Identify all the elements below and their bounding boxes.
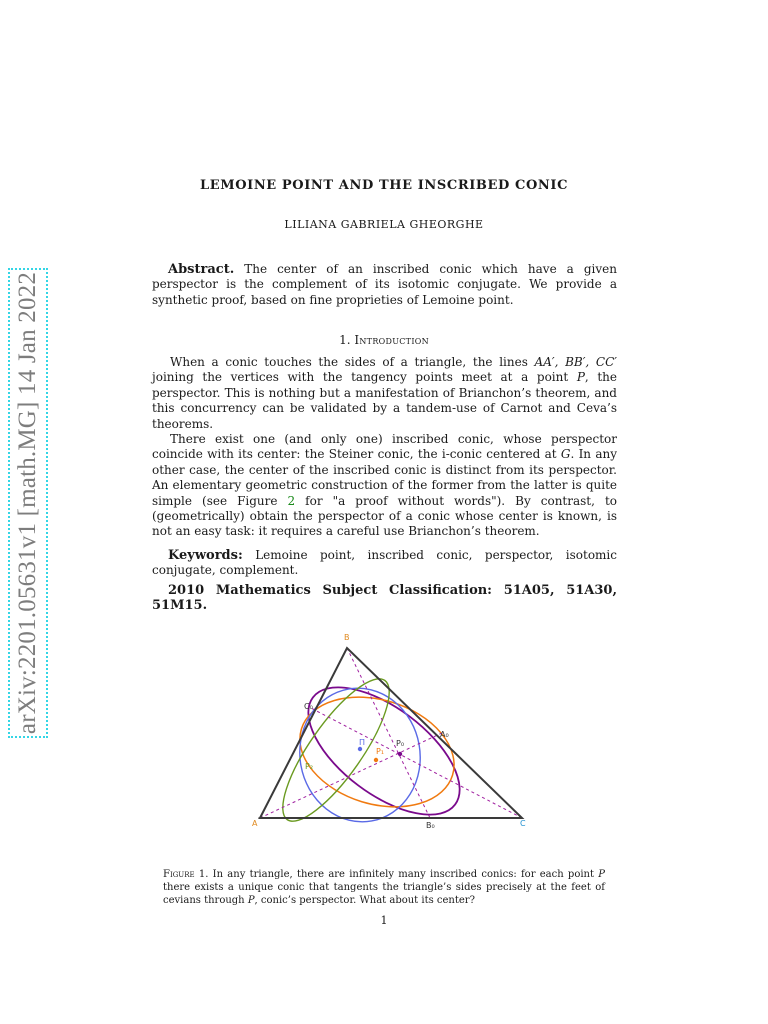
caption-text-c: , conic’s perspector. What about its center? — [254, 895, 475, 906]
intro-paragraph-1 — [152, 355, 617, 432]
introduction-body — [152, 355, 617, 540]
intro-p1-math-point: P — [576, 370, 585, 385]
caption-math-p: P — [598, 869, 605, 880]
label-p0: P₀ — [396, 739, 405, 748]
caption-math-p2: P — [247, 895, 255, 906]
section-number: 1. — [339, 333, 351, 347]
intro-paragraph-2 — [152, 432, 617, 540]
point-p0 — [398, 752, 402, 756]
msc-classification — [152, 583, 617, 614]
caption-text-a: In any triangle, there are infinitely many inscribed conics: for each point — [212, 869, 599, 880]
intro-p2-math-g: G — [560, 447, 571, 462]
intro-p1-text-b: joining the vertices with the tangency points meet at a point — [152, 370, 577, 385]
abstract — [152, 262, 617, 308]
label-c0: C₀ — [304, 702, 313, 711]
conic-green — [266, 665, 406, 834]
label-a: A — [252, 819, 258, 828]
intro-p2-text-b: . In any other case, the center of the inscribed conic is distinct from its perspector. An elementary geometric construction of the former from the latter is quite simple (see Figure — [152, 447, 617, 508]
label-c: C — [520, 819, 526, 828]
label-a0: A₀ — [440, 730, 449, 739]
keywords-label: Keywords: — [168, 548, 243, 563]
figure-2-link[interactable]: 2 — [287, 493, 296, 508]
section-title: Introduction — [354, 333, 429, 347]
point-pi — [358, 747, 362, 751]
figure-1-diagram — [250, 630, 540, 835]
abstract-text: The center of an inscribed conic which have a given perspector is the complement of its isotomic conjugate. We provide a synthetic proof, based on fine proprieties of Lemoine point. — [152, 262, 617, 307]
label-b0: B₀ — [426, 821, 435, 830]
label-p2: P₂ — [305, 762, 314, 771]
msc-text: 2010 Mathematics Subject Classification: 51A05, 51A30, 51M15. — [152, 583, 617, 614]
intro-p1-text-a: When a conic touches the sides of a triangle, the lines — [170, 355, 535, 369]
abstract-label: Abstract. — [168, 262, 235, 277]
intro-p2-text-a: There exist one (and only one) inscribed conic, whose perspector coincide with its center: the Steiner conic, the i-conic centered at — [152, 432, 617, 462]
page-number: 1 — [380, 914, 388, 927]
caption-text-b: there exists a unique conic that tangents the triangle’s sides precisely at the feet of cevians through — [163, 882, 605, 906]
arxiv-identifier[interactable]: arXiv:2201.05631v1 [math.MG] 14 Jan 2022 — [14, 271, 41, 735]
triangle-abc — [260, 648, 522, 818]
label-pi: Π — [359, 738, 366, 747]
keywords-text: Lemoine point, inscribed conic, perspector, isotomic conjugate, complement. — [152, 548, 617, 578]
keywords — [152, 548, 617, 579]
label-b: B — [344, 633, 350, 642]
cevian-c — [309, 707, 522, 818]
cevian-b — [347, 648, 430, 818]
paper-title: LEMOINE POINT AND THE INSCRIBED CONIC — [199, 178, 569, 193]
intro-p1-text-c: , the perspector. This is nothing but a manifestation of Brianchon’s theorem, and this concurrency can be validated by a tandem-use of Carnot and Ceva’s theorems. — [152, 370, 617, 431]
paper-author: LILIANA GABRIELA GHEORGHE — [284, 218, 484, 231]
point-p1 — [374, 758, 378, 762]
intro-p1-math-lines: AA′, BB′, CC′ — [534, 355, 617, 369]
caption-label: Figure 1. — [163, 869, 209, 880]
intro-p2-text-c: for "a proof without words"). By contrast, to (geometrically) obtain the perspector of a conic whose center is known, is not an easy task: it requires a careful use Brianchon’s theorem. — [152, 493, 617, 539]
figure-1-caption — [163, 868, 605, 907]
label-p1: P₁ — [376, 747, 385, 756]
section-heading — [0, 333, 768, 347]
